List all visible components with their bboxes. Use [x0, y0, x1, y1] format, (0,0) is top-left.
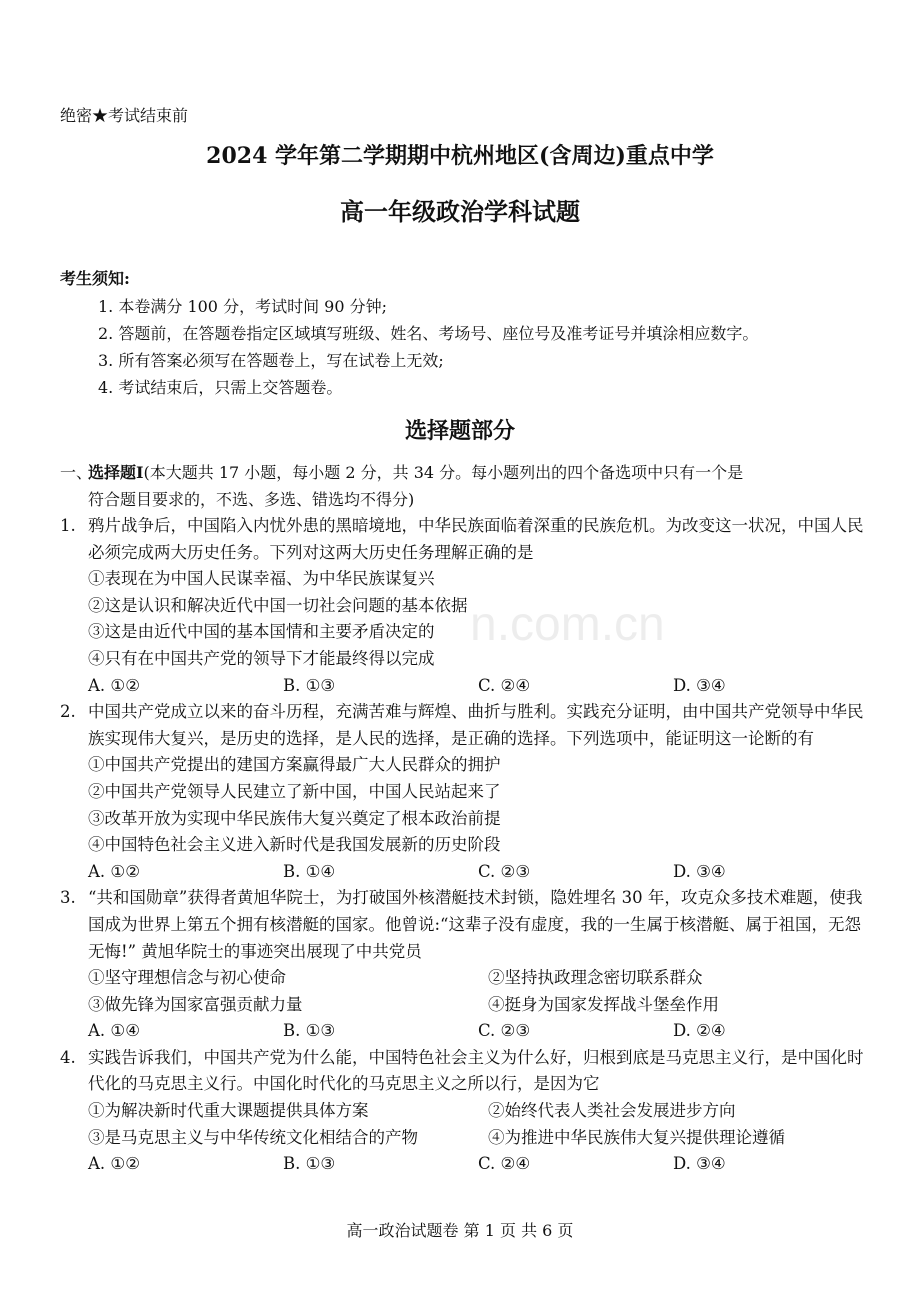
statement: ①为解决新时代重大课题提供具体方案 [88, 1101, 369, 1121]
option-b: B. ①③ [283, 1154, 336, 1174]
option-b: B. ①③ [283, 675, 336, 695]
question-2 [60, 699, 866, 885]
option-d: D. ③④ [673, 1154, 726, 1174]
option-d: D. ③④ [673, 675, 726, 695]
section-title: 选择题部分 [404, 418, 515, 444]
statements-grid [60, 1098, 866, 1151]
statements-grid [60, 965, 866, 1018]
option-d: D. ②④ [673, 1021, 726, 1041]
statement: ②中国共产党领导人民建立了新中国，中国人民站起来了 [88, 781, 501, 801]
statement: ②这是认识和解决近代中国一切社会问题的基本依据 [88, 595, 468, 615]
question-4 [60, 1045, 866, 1178]
statement: ②始终代表人类社会发展进步方向 [488, 1101, 736, 1121]
exam-title: 2024 学年第二学期期中杭州地区(含周边)重点中学 [206, 143, 714, 169]
statement: ①表现在为中国人民谋幸福、为中华民族谋复兴 [88, 569, 435, 589]
question-1 [60, 513, 866, 699]
question-number: 2. [60, 702, 76, 722]
part-instructions [60, 459, 866, 513]
page-footer: 高一政治试题卷 第 1 页 共 6 页 [346, 1221, 574, 1240]
statement: ④挺身为国家发挥战斗堡垒作用 [488, 994, 719, 1014]
statement: ③是马克思主义与中华传统文化相结合的产物 [88, 1127, 418, 1147]
answer-options [60, 673, 866, 700]
option-b: B. ①③ [283, 1021, 336, 1041]
option-a: A. ①② [88, 675, 140, 695]
notice-item: 4. 考试结束后，只需上交答题卷。 [98, 377, 343, 397]
part-name: 选择题Ⅰ [88, 463, 144, 482]
question-stem: 鸦片战争后，中国陷入内忧外患的黑暗境地，中华民族面临着深重的民族危机。为改变这一状况，中国人民必须完成两大历史任务。下列对这两大历史任务理解正确的是 [88, 516, 864, 562]
statement: ④为推进中华民族伟大复兴提供理论遵循 [488, 1127, 785, 1147]
statement: ③做先锋为国家富强贡献力量 [88, 994, 303, 1014]
question-stem: 中国共产党成立以来的奋斗历程，充满苦难与辉煌、曲折与胜利。实践充分证明，由中国共产党领导中华民族实现伟大复兴，是历史的选择，是人民的选择，是正确的选择。下列选项中，能证明这一论断的有 [88, 702, 864, 748]
option-a: A. ①② [88, 861, 140, 881]
statement: ④只有在中国共产党的领导下才能最终得以完成 [88, 648, 435, 668]
option-a: A. ①② [88, 1154, 140, 1174]
question-3 [60, 885, 866, 1045]
notice-item: 2. 答题前，在答题卷指定区域填写班级、姓名、考场号、座位号及准考证号并填涂相应数字。 [98, 323, 759, 343]
statement: ③改革开放为实现中华民族伟大复兴奠定了根本政治前提 [88, 808, 501, 828]
part-number: 一、 [60, 463, 93, 482]
notice-item: 3. 所有答案必须写在答题卷上，写在试卷上无效; [98, 350, 444, 370]
part-instruction: (本大题共 17 小题，每小题 2 分，共 34 分。每小题列出的四个备选项中只有一个是 [143, 463, 744, 482]
statement: ②坚持执政理念密切联系群众 [488, 968, 703, 988]
option-b: B. ①④ [283, 861, 336, 881]
statement: ①坚守理想信念与初心使命 [88, 968, 286, 988]
statement: ①中国共产党提出的建国方案赢得最广大人民群众的拥护 [88, 755, 501, 775]
part-instruction-cont: 符合题目要求的，不选、多选、错选均不得分) [88, 490, 415, 509]
question-number: 3. [60, 888, 76, 908]
option-c: C. ②④ [478, 1154, 531, 1174]
question-number: 4. [60, 1047, 76, 1067]
question-number: 1. [60, 516, 76, 535]
watermark: n.com.cn [470, 598, 665, 651]
statement: ③这是由近代中国的基本国情和主要矛盾决定的 [88, 622, 435, 642]
option-c: C. ②③ [478, 1021, 531, 1041]
answer-options [60, 1151, 866, 1178]
secret-label: 绝密★考试结束前 [60, 106, 189, 125]
question-stem: 实践告诉我们，中国共产党为什么能，中国特色社会主义为什么好，归根到底是马克思主义行，是中国化时代化的马克思主义行。中国化时代化的马克思主义之所以行，是因为它 [88, 1047, 864, 1094]
notice-heading: 考生须知: [60, 269, 130, 288]
answer-options [60, 1018, 866, 1045]
option-a: A. ①④ [88, 1021, 140, 1041]
statement: ④中国特色社会主义进入新时代是我国发展新的历史阶段 [88, 835, 501, 855]
option-c: C. ②④ [478, 675, 531, 695]
answer-options [60, 859, 866, 886]
questions-area [60, 459, 866, 1178]
notice-item: 1. 本卷满分 100 分，考试时间 90 分钟; [98, 296, 387, 316]
option-d: D. ③④ [673, 861, 726, 881]
question-stem: “共和国勋章”获得者黄旭华院士，为打破国外核潜艇技术封锁，隐姓埋名 30 年，攻克众多技术难题，使我国成为世界上第五个拥有核潜艇的国家。他曾说:“这辈子没有虚度，我的一生属于核潜艇、属于祖国，无怨无悔!” 黄旭华院士的事迹突出展现了中共党员 [88, 888, 863, 961]
candidate-notice [60, 266, 860, 401]
option-c: C. ②③ [478, 861, 531, 881]
exam-subtitle: 高一年级政治学科试题 [340, 197, 580, 226]
